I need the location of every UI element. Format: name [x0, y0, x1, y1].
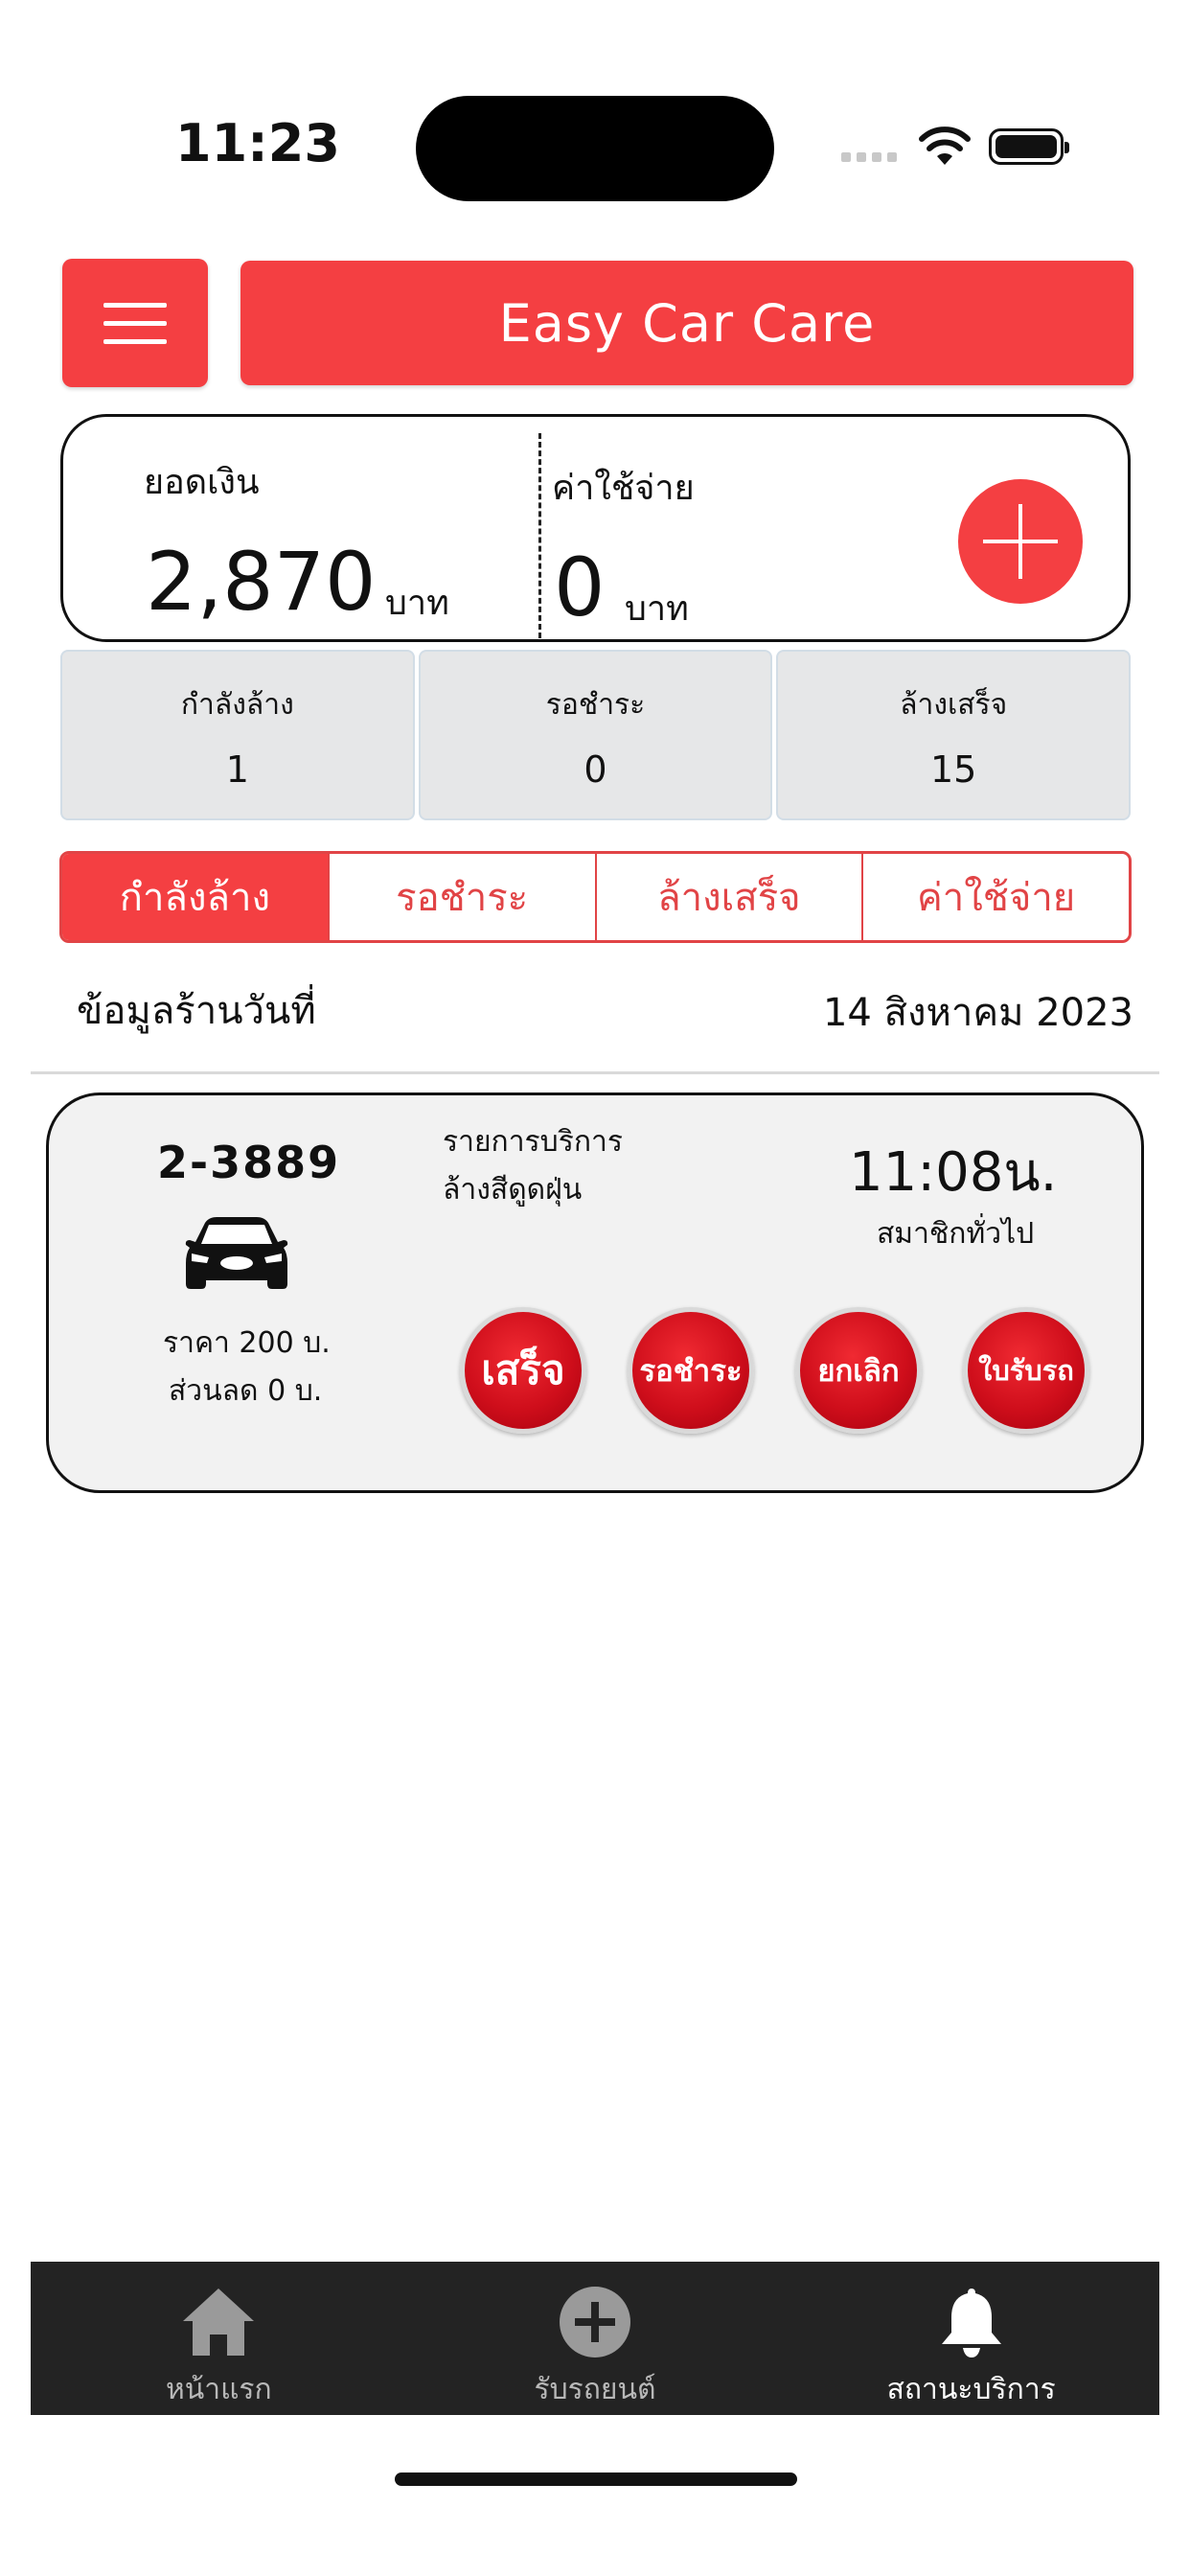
- order-price: ราคา 200 บ.: [163, 1326, 331, 1360]
- nav-home[interactable]: [31, 2262, 407, 2415]
- cancel-button[interactable]: ยกเลิก: [795, 1307, 922, 1434]
- counter-value: 0: [584, 748, 607, 791]
- counter-value: 15: [930, 748, 977, 791]
- status-tabs: [59, 851, 1132, 943]
- home-indicator[interactable]: [395, 2472, 797, 2486]
- expense-label: ค่าใช้จ่าย: [552, 469, 695, 508]
- tab-pending-payment[interactable]: รอชำระ: [328, 854, 595, 940]
- service-name: ล้างสีดูดฝุ่น: [443, 1173, 583, 1207]
- nav-receive-car[interactable]: [407, 2262, 784, 2415]
- receipt-button[interactable]: ใบรับรถ: [963, 1307, 1089, 1434]
- expense-unit: บาท: [625, 589, 689, 629]
- cellular-signal-icon: [841, 152, 897, 162]
- nav-service-status-label: สถานะบริการ: [886, 2373, 1056, 2406]
- add-expense-button[interactable]: [958, 479, 1083, 604]
- shop-info-label: ข้อมูลร้านวันที่: [77, 989, 316, 1033]
- counter-label: ล้างเสร็จ: [900, 688, 1008, 722]
- plus-circle-icon: [556, 2283, 634, 2361]
- nav-home-label: หน้าแรก: [165, 2373, 272, 2406]
- dynamic-island: [416, 96, 774, 201]
- counter-washing: [60, 650, 415, 820]
- order-time: 11:08น.: [849, 1141, 1058, 1204]
- balance-value: 2,870: [146, 535, 377, 629]
- status-time: 11:23: [175, 113, 340, 173]
- balance-unit: บาท: [385, 584, 449, 623]
- section-divider: [31, 1071, 1159, 1074]
- pending-payment-button[interactable]: รอชำระ: [628, 1307, 754, 1434]
- battery-icon: [989, 128, 1064, 165]
- card-divider: [538, 433, 541, 638]
- hamburger-icon: [103, 303, 167, 308]
- nav-receive-car-label: รับรถยนต์: [534, 2373, 656, 2406]
- counter-completed: [776, 650, 1131, 820]
- home-icon: [179, 2283, 258, 2361]
- menu-button[interactable]: [62, 259, 208, 387]
- tab-completed[interactable]: ล้างเสร็จ: [595, 854, 862, 940]
- counter-value: 1: [225, 748, 249, 791]
- counter-pending-payment: [419, 650, 773, 820]
- tab-washing[interactable]: กำลังล้าง: [62, 854, 328, 940]
- member-type: สมาชิกทั่วไป: [877, 1217, 1035, 1251]
- counter-label: รอชำระ: [545, 688, 646, 722]
- status-counters: [60, 650, 1131, 820]
- bottom-navigation: [31, 2262, 1159, 2415]
- nav-service-status[interactable]: [783, 2262, 1159, 2415]
- balance-label: ยอดเงิน: [144, 463, 260, 502]
- license-plate: 2-3889: [157, 1137, 341, 1188]
- tab-expenses[interactable]: ค่าใช้จ่าย: [861, 854, 1129, 940]
- car-icon: [184, 1215, 289, 1294]
- done-button[interactable]: เสร็จ: [460, 1307, 586, 1434]
- wifi-icon: [918, 123, 972, 167]
- order-discount: ส่วนลด 0 บ.: [169, 1374, 323, 1408]
- shop-date: 14 สิงหาคม 2023: [822, 991, 1133, 1035]
- expense-value: 0: [554, 540, 606, 634]
- app-title: Easy Car Care: [240, 261, 1133, 385]
- bell-icon: [932, 2283, 1011, 2361]
- service-list-label: รายการบริการ: [443, 1125, 623, 1159]
- counter-label: กำลังล้าง: [180, 688, 294, 722]
